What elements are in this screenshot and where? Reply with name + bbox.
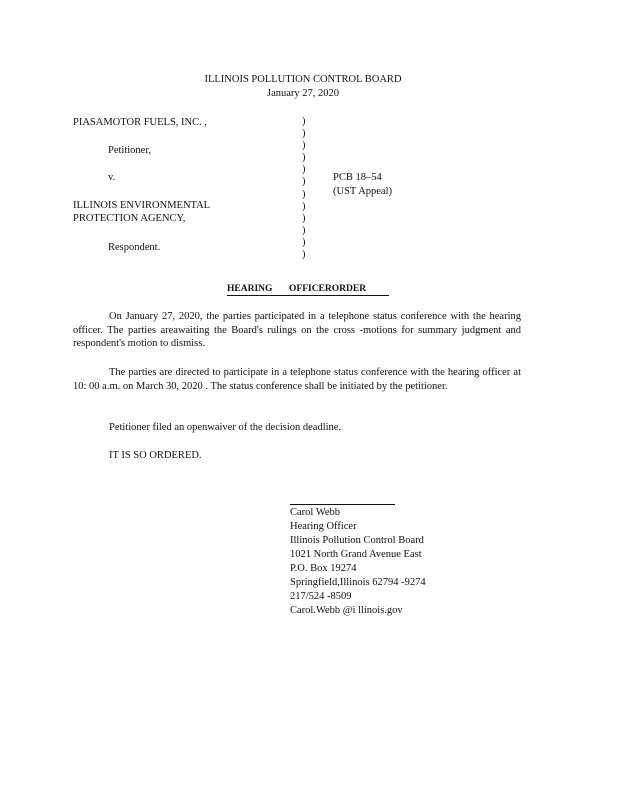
signer-name: Carol Webb <box>290 507 340 518</box>
signer-title: Hearing Officer <box>290 521 357 532</box>
petitioner-name: PIASAMOTOR FUELS, INC. , <box>73 117 207 128</box>
respondent-name-line1: ILLINOIS ENVIRONMENTAL <box>73 200 211 211</box>
order-title-officer-order: OFFICERORDER <box>289 284 367 294</box>
signer-po-box: P.O. Box 19274 <box>290 563 357 574</box>
paragraph-2 <box>73 366 521 393</box>
case-number: PCB 18–54 <box>333 172 382 183</box>
paragraph-text: IT IS SO ORDERED. <box>109 450 202 461</box>
caption-parens <box>302 116 310 261</box>
paren-mark: ) <box>302 200 306 212</box>
order-title-underline <box>227 295 389 296</box>
paren-mark: ) <box>302 236 306 248</box>
paren-mark: ) <box>302 128 306 140</box>
paren-mark: ) <box>302 212 306 224</box>
paren-mark: ) <box>302 249 306 261</box>
paren-mark: ) <box>302 116 306 127</box>
paragraph-3 <box>73 421 521 435</box>
signer-email: Carol.Webb @i llinois.gov <box>290 605 403 616</box>
paragraph-text: On January 27, 2020, the parties participated in a telephone status conference with the hearing officer. The parties areawaiting the Board's rulings on the cross -motions for summary judgment and respondent's motion to dismiss. <box>73 311 521 349</box>
paren-mark: ) <box>302 152 306 164</box>
paren-mark: ) <box>302 188 306 200</box>
paragraph-1 <box>73 310 521 351</box>
paragraph-text: The parties are directed to participate in a telephone status conference with the hearing officer at 10: 00 a.m. on March 30, 2020 . The status conference shall be initiated by the petitioner. <box>73 367 521 392</box>
paragraph-4 <box>73 449 521 463</box>
paren-mark: ) <box>302 224 306 236</box>
order-title-hearing: HEARING <box>227 284 273 294</box>
respondent-name-line2: PROTECTION AGENCY, <box>73 213 186 224</box>
signature-line <box>290 504 395 505</box>
board-name: ILLINOIS POLLUTION CONTROL BOARD <box>204 74 402 85</box>
signer-org: Illinois Pollution Control Board <box>290 535 424 546</box>
signer-street: 1021 North Grand Avenue East <box>290 549 422 560</box>
versus-label: v. <box>108 172 116 183</box>
signer-city: Springfield,Illinois 62794 -9274 <box>290 577 426 588</box>
paragraph-text: Petitioner filed an openwaiver of the decision deadline. <box>109 422 342 433</box>
paren-mark: ) <box>302 164 306 176</box>
signer-phone: 217/524 -8509 <box>290 591 352 602</box>
petitioner-role: Petitioner, <box>108 145 152 156</box>
paren-mark: ) <box>302 176 306 188</box>
paren-mark: ) <box>302 140 306 152</box>
case-type: (UST Appeal) <box>333 186 393 197</box>
order-date: January 27, 2020 <box>266 88 340 99</box>
respondent-role: Respondent. <box>108 242 161 253</box>
